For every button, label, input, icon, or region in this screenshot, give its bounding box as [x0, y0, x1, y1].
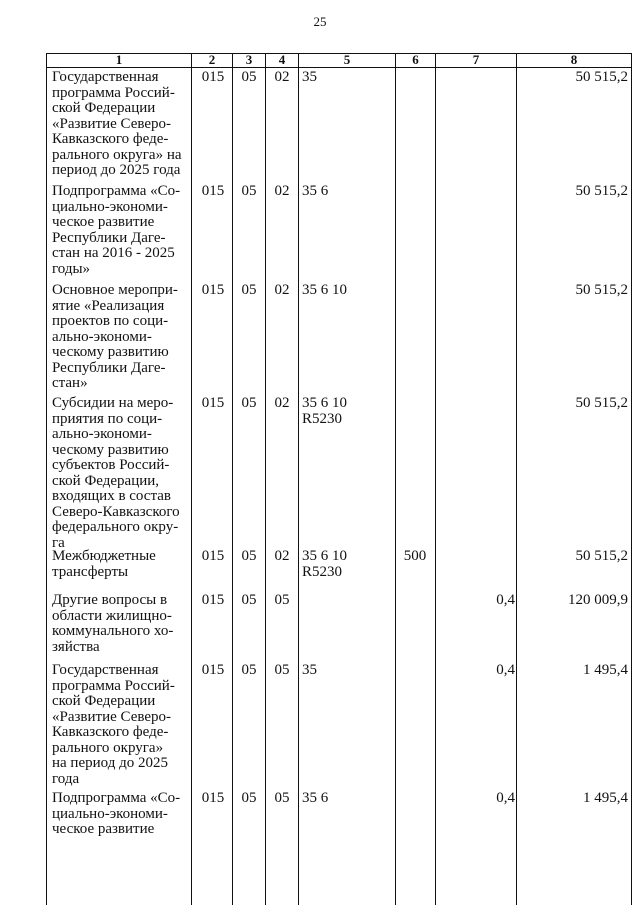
- row-code-2: 015: [201, 395, 225, 411]
- row-code-3: 05: [241, 662, 257, 678]
- row-code-5: 35: [302, 69, 317, 85]
- row-value-7: 0,4: [496, 790, 515, 806]
- column-divider: [232, 53, 233, 905]
- budget-table: [46, 53, 632, 905]
- column-divider: [395, 53, 396, 905]
- row-value-7: 0,4: [496, 592, 515, 608]
- row-code-5: 35 6 10 R5230: [302, 548, 347, 580]
- row-code-3: 05: [241, 69, 257, 85]
- row-code-3: 05: [241, 395, 257, 411]
- row-code-5: 35 6: [302, 183, 329, 199]
- row-value-8: 50 515,2: [575, 395, 628, 411]
- row-value-8: 50 515,2: [575, 69, 628, 85]
- row-code-4: 05: [274, 592, 290, 608]
- row-name: Подпрограмма «Со- циально-экономи- ческое развитие: [52, 790, 181, 837]
- row-code-3: 05: [241, 592, 257, 608]
- row-value-8: 50 515,2: [575, 548, 628, 564]
- row-value-8: 50 515,2: [575, 282, 628, 298]
- row-name: Межбюджетные трансферты: [52, 548, 156, 580]
- row-code-4: 05: [274, 662, 290, 678]
- header-col-8: 8: [570, 52, 578, 67]
- row-value-8: 120 009,9: [568, 592, 628, 608]
- row-value-7: 0,4: [496, 662, 515, 678]
- row-code-3: 05: [241, 548, 257, 564]
- column-divider: [265, 53, 266, 905]
- column-divider: [435, 53, 436, 905]
- row-code-5: 35 6 10: [302, 282, 347, 298]
- page-number: 25: [313, 14, 327, 29]
- row-code-2: 015: [201, 183, 225, 199]
- row-code-5: 35: [302, 662, 317, 678]
- header-col-5: 5: [343, 52, 351, 67]
- header-col-7: 7: [472, 52, 480, 67]
- row-code-3: 05: [241, 282, 257, 298]
- row-name: Основное меропри- ятие «Реализация проектов по соци- ально-экономи- ческому развитию Республики Даге- стан»: [52, 282, 178, 391]
- header-col-2: 2: [208, 52, 216, 67]
- row-value-8: 1 495,4: [583, 662, 628, 678]
- row-code-4: 02: [274, 69, 290, 85]
- row-value-8: 50 515,2: [575, 183, 628, 199]
- row-code-4: 02: [274, 183, 290, 199]
- header-col-4: 4: [278, 52, 286, 67]
- row-name: Государственная программа Россий- ской Федерации «Развитие Северо- Кавказского феде- рального округа» на период до 2025 года: [52, 69, 182, 178]
- header-col-1: 1: [115, 52, 123, 67]
- row-code-4: 02: [274, 395, 290, 411]
- table-header: [47, 53, 631, 68]
- row-code-3: 05: [241, 790, 257, 806]
- row-code-2: 015: [201, 548, 225, 564]
- row-name: Другие вопросы в области жилищно- коммунального хо- зяйства: [52, 592, 174, 655]
- row-code-6: 500: [403, 548, 427, 564]
- row-value-8: 1 495,4: [583, 790, 628, 806]
- row-code-2: 015: [201, 69, 225, 85]
- row-name: Государственная программа Россий- ской Федерации «Развитие Северо- Кавказского феде- рального округа» на период до 2025 года: [52, 662, 175, 787]
- row-code-5: 35 6 10 R5230: [302, 395, 347, 427]
- row-code-4: 05: [274, 790, 290, 806]
- column-divider: [298, 53, 299, 905]
- row-code-4: 02: [274, 548, 290, 564]
- header-col-3: 3: [245, 52, 253, 67]
- row-code-2: 015: [201, 790, 225, 806]
- row-code-2: 015: [201, 592, 225, 608]
- row-code-3: 05: [241, 183, 257, 199]
- row-name: Субсидии на меро- приятия по соци- ально-экономи- ческому развитию субъектов Россий- ской Федерации, входящих в состав Северо-Кавказского федерального окру- га: [52, 395, 180, 551]
- row-code-5: 35 6: [302, 790, 329, 806]
- row-code-2: 015: [201, 662, 225, 678]
- header-col-6: 6: [412, 52, 419, 67]
- column-divider: [516, 53, 517, 905]
- row-code-2: 015: [201, 282, 225, 298]
- row-code-4: 02: [274, 282, 290, 298]
- row-name: Подпрограмма «Со- циально-экономи- ческое развитие Республики Даге- стан на 2016 - 2025 годы»: [52, 183, 181, 277]
